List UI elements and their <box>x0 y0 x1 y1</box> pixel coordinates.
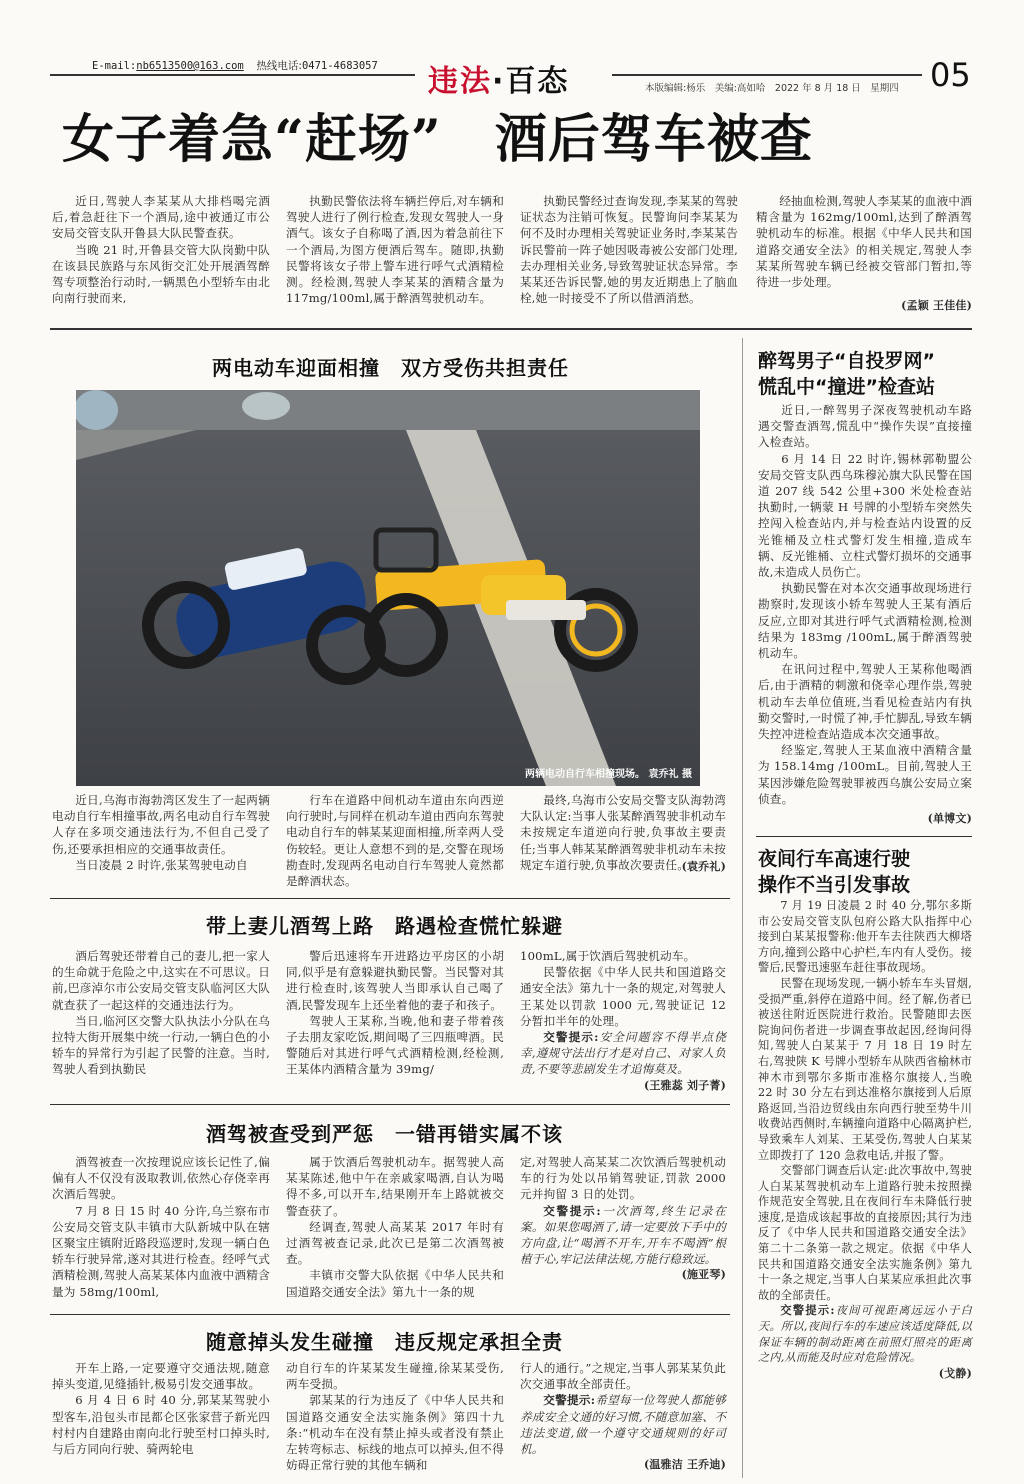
paragraph: 近日,乌海市海勃湾区发生了一起两辆电动自行车相撞事故,两名电动自行车驾驶人存在多项交通违法行为,不但自己受了伤,还要承担相应的交通事故责任。 <box>52 793 270 856</box>
lead-col-2 <box>286 193 504 306</box>
story2-col-1 <box>52 792 270 873</box>
paragraph: 最终,乌海市公安局交警支队海勃湾大队认定:当事人张某醉酒驾驶非机动车未按规定车道逆向行驶,负事故主要责任;当事人韩某某醉酒驾驶非机动车未按规定车道行驶,负事故次要责任。 <box>520 793 726 872</box>
byline: (戈静) <box>938 1366 972 1380</box>
byline: (袁乔礼) <box>681 860 726 874</box>
story2-col-3 <box>520 792 726 875</box>
story2-headline: 两电动车迎面相撞 双方受伤共担责任 <box>212 356 569 380</box>
story3-bottom-rule <box>50 1104 730 1105</box>
side1-headline <box>758 348 974 400</box>
tip-label: 交警提示: <box>543 1393 596 1408</box>
tip-text: 夜间可视距离远远小于白天。所以,夜间行车的车速应该适度降低,以保证车辆的制动距离在前照灯照亮的距离之内,从而能及时应对危险情况。 <box>758 1304 973 1365</box>
paragraph: 行人的通行。”之规定,当事人郭某某负此次交通事故全部责任。 <box>520 1361 726 1392</box>
photo-caption: 两辆电动自行车相撞现场。 袁乔礼 摄 <box>525 769 692 780</box>
lead-bottom-rule <box>50 328 972 330</box>
byline: (温雅洁 王乔迪) <box>643 1458 726 1472</box>
story3-col-1 <box>52 948 270 1078</box>
paragraph: 6 月 4 日 6 时 40 分,郭某某驾驶小型客车,沿包头市昆都仑区张家营子新光四村村内自建路由南向北行驶至村口掉头时,与后方同向行驶、骑两轮电 <box>52 1393 270 1457</box>
paragraph: 近日,一醉驾男子深夜驾驶机动车路遇交警查酒驾,慌乱中“操作失误”直接撞入检查站。 <box>758 403 972 450</box>
paragraph: 属于饮酒后驾驶机动车。据驾驶人高某某陈述,他中午在亲戚家喝酒,自认为喝得不多,可以开车,结果刚开车上路就被交警查获了。 <box>286 1155 504 1218</box>
editor-credits: 本版编辑:杨乐 美编:高如哈 2022 年 8 月 18 日 星期四 <box>645 83 899 94</box>
lead-col-3 <box>520 193 738 306</box>
sidebar-divider <box>742 338 743 1478</box>
email-link[interactable]: nb6513500@163.com <box>136 60 244 72</box>
paragraph: 执勤民警经过查询发现,李某某的驾驶证状态为注销可恢复。民警询问李某某为何不及时办理相关驾驶证业务时,李某某告诉民警前一阵子她因吸毒被公安部门处理,去办理相关业务,导致驾驶证状态异常。李某某还告诉民警,她的男友近期患上了脑血栓,她一时接受不了所以借酒消愁。 <box>520 194 738 306</box>
crash-photo <box>76 390 700 786</box>
traffic-tip <box>520 1029 726 1078</box>
paragraph: 6 月 14 日 22 时许,锡林郭勒盟公安局交管支队西乌珠穆沁旗大队民警在国道 207 线 542 公里+300 米处检查站执勤时,一辆蒙 H 号牌的小型轿车突然失控闯入检查站内,并与检查站内设置的反光锥桶及立柱式警灯发生相撞,造成车辆、反光锥桶、立柱式警灯损坏的交通事故,未造成人员伤亡。 <box>758 451 972 580</box>
story4-col-2 <box>286 1154 504 1300</box>
paragraph: 经抽血检测,驾驶人李某某的血液中酒精含量为 162mg/100ml,达到了醉酒驾驶机动车的标准。根据《中华人民共和国道路交通安全法》的相关规定,驾驶人李某某所驾驶车辆已经被交管部门暂扣,等待进一步处理。 <box>756 194 972 290</box>
hotline-number: 0471-4683057 <box>301 60 378 72</box>
story4-headline: 酒驾被查受到严惩 一错再错实属不该 <box>206 1122 563 1146</box>
tip-text: 安全问题容不得半点侥幸,遵规守法出行才是对自己、对家人负责,不要等悲剧发生才追悔莫及。 <box>520 1030 726 1077</box>
story3-headline: 带上妻儿酒驾上路 路遇检查慌忙躲避 <box>206 914 563 938</box>
page-number: 05 <box>930 56 971 94</box>
story2-col-2 <box>286 792 504 889</box>
paragraph: 执勤民警依法将车辆拦停后,对车辆和驾驶人进行了例行检查,发现女驾驶人一身酒气。该女子自称喝了酒,因为着急前往下一个酒局,为图方便酒后驾车。随即,执勤民警将该女子带上警车进行呼气式酒精检测。经检测,驾驶人李某某的酒精含量为 117mg/100ml,属于醉酒驾驶机动车。 <box>286 194 504 306</box>
email-label: E-mail: <box>92 60 137 72</box>
lead-col-4 <box>756 193 972 314</box>
story5-headline: 随意掉头发生碰撞 违反规定承担全责 <box>206 1330 563 1354</box>
side1-headline-line1: 醉驾男子“自投罗网” <box>758 350 935 372</box>
byline: (单博文) <box>927 812 972 826</box>
paragraph: 当日凌晨 2 时许,张某驾驶电动自 <box>75 857 248 872</box>
tip-label: 交警提示: <box>543 1203 601 1218</box>
paragraph: 警后迅速将车开进路边平房区的小胡同,似乎是有意躲避执勤民警。当民警对其进行检查时,该驾驶人当即承认自己喝了酒,民警发现车上还坐着他的妻子和孩子。 <box>286 949 504 1012</box>
byline: (施亚琴) <box>681 1268 726 1282</box>
hotline-label: 热线电话: <box>256 60 302 72</box>
paragraph: 在讯问过程中,驾驶人王某称他喝酒后,由于酒精的刺激和侥幸心理作祟,驾驶机动车去单位值班,当看见检查站内有执勤交警时,一时慌了神,手忙脚乱,导致车辆失控冲进检查站造成本次交通事故。 <box>758 662 972 742</box>
traffic-tip <box>758 1303 972 1365</box>
paragraph: 定,对驾驶人高某某二次饮酒后驾驶机动车的行为处以吊销驾驶证,罚款 2000 元并拘留 3 日的处罚。 <box>520 1155 726 1202</box>
section-title-dot: · <box>492 64 506 99</box>
story5-col-3 <box>520 1360 726 1473</box>
side2-body <box>758 898 972 1381</box>
paragraph: 经调查,驾驶人高某某 2017 年时有过酒驾被查记录,此次已是第二次酒驾被查。 <box>286 1219 504 1267</box>
section-title-b: 百态 <box>505 64 570 99</box>
section-title-a: 违法 <box>428 64 492 99</box>
paragraph: 郭某某的行为违反了《中华人民共和国道路交通安全法实施条例》第四十九条:“机动车在没有禁止掉头或者没有禁止左转弯标志、标线的地点可以掉头,但不得妨碍正常行驶的其他车辆和 <box>286 1393 504 1473</box>
contact-line <box>92 58 378 73</box>
story2-bottom-rule <box>50 898 730 899</box>
lead-col-1 <box>52 193 270 306</box>
paragraph: 交警部门调查后认定:此次事故中,驾驶人白某某驾驶机动车上道路行驶未按照操作规范安全驾驶,且在夜间行车未降低行驶速度,是造成该起事故的直接原因;其行为违反了《中华人民共和国道路交通安全法》第二十二条第一款之规定。依据《中华人民共和国道路交通安全法实施条例》第九十一条之规定,当事人白某某应承担此次事故的全部责任。 <box>758 1164 972 1302</box>
tip-label: 交警提示: <box>543 1030 599 1045</box>
paragraph: 100mL,属于饮酒后驾驶机动车。 <box>520 949 696 963</box>
story4-col-1 <box>52 1154 270 1300</box>
paragraph: 民警在现场发现,一辆小轿车车头冒烟,受损严重,斜停在道路中间。经了解,伤者已被送往附近医院进行救治。民警随即去医院询问伤者进一步调查事故起因,经询问得知,驾驶人白某某于 7 月 18 日 19 时左右,驾驶陕 K 号牌小型轿车从陕西省榆林市神木市到鄂尔多斯市准格尔旗接人,当晚 22 时 30 分左右到达准格尔旗接到人后原路返回,当沿边贸线由东向西行驶至势牛川收费站西侧时,车辆撞向道路中心隔离护栏,导致乘车人刘某、王某受伤,驾驶人白某某立即拨打了 120 急救电话,并报了警。 <box>758 976 972 1162</box>
story3-col-2 <box>286 948 504 1078</box>
masthead <box>0 0 1024 100</box>
side2-headline-line1: 夜间行车高速行驶 <box>758 848 911 870</box>
tip-text: 希望每一位驾驶人都能够养成安全文通的好习惯,不随意加塞、不违法变道,做一个遵守交通规则的好司机。 <box>520 1393 727 1457</box>
paragraph: 近日,驾驶人李某某从大排档喝完酒后,着急赶往下一个酒局,途中被通辽市公安局交管支队开鲁县大队民警查获。 <box>52 194 270 241</box>
paragraph: 驾驶人王某称,当晚,他和妻子带着孩子去朋友家吃饭,期间喝了三四瓶啤酒。民警随后对其进行呼气式酒精检测,经检测,王某体内酒精含量为 39mg/ <box>286 1013 504 1077</box>
tip-text: 一次酒驾,终生记录在案。如果您喝酒了,请一定要放下手中的方向盘,让“喝酒不开车,开车不喝酒”根植于心,牢记法律法规,方能行稳致远。 <box>520 1203 727 1267</box>
paragraph: 行车在道路中间机动车道由东向西逆向行驶时,与同样在机动车道由西向东驾驶电动自行车的韩某某迎面相撞,所幸两人受伤较轻。更让人意想不到的是,交警在现场勘查时,发现两名电动自行车驾驶人竟然都是醉酒状态。 <box>286 793 504 889</box>
side1-bottom-rule <box>756 836 972 837</box>
paragraph: 经鉴定,驾驶人王某血液中酒精含量为 158.14mg /100mL。目前,驾驶人王某因涉嫌危险驾驶罪被西乌旗公安局立案侦查。 <box>758 743 972 806</box>
story5-col-1 <box>52 1360 270 1457</box>
lead-headline: 女子着急“赶场” 酒后驾车被查 <box>62 109 813 170</box>
side1-body <box>758 402 972 827</box>
paragraph: 酒驾被查一次按理说应该长记性了,偏偏有人不仅没有汲取教训,依然心存侥幸再次酒后驾驶。 <box>52 1155 270 1202</box>
story4-bottom-rule <box>50 1314 730 1315</box>
section-title <box>428 56 569 100</box>
story5-col-2 <box>286 1360 504 1473</box>
paragraph: 酒后驾驶还带着自己的妻儿,把一家人的生命就于危险之中,这实在不可思议。日前,巴彦淖尔市公安局交管支队临河区大队就查获了一起这样的交通违法行为。 <box>52 949 270 1012</box>
paragraph: 当日,临河区交警大队执法小分队在乌拉特大街开展集中统一行动,一辆白色的小轿车的异常行为引起了民警的注意。当时,驾驶人看到执勤民 <box>52 1013 270 1077</box>
tip-label: 交警提示: <box>780 1303 835 1318</box>
traffic-tip <box>520 1203 726 1268</box>
story3-col-3 <box>520 948 726 1094</box>
paragraph: 民警依据《中华人民共和国道路交通安全法》第九十一条的规定,对驾驶人王某处以罚款 1000 元,驾驶证记 12 分暂扣半年的处理。 <box>520 965 726 1028</box>
traffic-tip <box>520 1392 726 1457</box>
side1-headline-line2: 慌乱中“撞进”检查站 <box>758 376 935 398</box>
story4-col-3 <box>520 1154 726 1284</box>
paragraph: 丰镇市交警大队依据《中华人民共和国道路交通安全法》第九十一条的规 <box>286 1268 504 1299</box>
scooter-crash-image <box>76 390 700 786</box>
paragraph: 开车上路,一定要遵守交通法规,随意掉头变道,见缝插针,极易引发交通事故。 <box>52 1361 270 1392</box>
header-rule-right <box>612 74 922 76</box>
side2-headline-line2: 操作不当引发事故 <box>758 874 911 896</box>
paragraph: 执勤民警在对本次交通事故现场进行勘察时,发现该小轿车驾驶人王某有酒后反应,立即对其进行呼气式酒精检测,检测结果为 183mg /100mL,属于醉酒驾驶机动车。 <box>758 581 972 661</box>
paragraph: 动自行车的许某某发生碰撞,徐某某受伤,两车受损。 <box>286 1361 504 1392</box>
paragraph: 7 月 19 日凌晨 2 时 40 分,鄂尔多斯市公安局交管支队包府公路大队指挥中心接到白某某报警称:他开车去往陕西大柳塔方向,撞到公路中心护栏,车内有人受伤。接警后,民警迅速驱车赶往事故现场。 <box>758 899 972 975</box>
byline: (王雅蕊 刘子菁) <box>643 1078 726 1092</box>
paragraph: 当晚 21 时,开鲁县交管大队岗勤中队在该县民族路与东风街交汇处开展酒驾醉驾专项整治行动时,一辆黑色小型轿车由北向南行驶而来, <box>52 242 270 306</box>
header-rule-left <box>50 74 415 76</box>
paragraph: 7 月 8 日 15 时 40 分许,乌兰察布市公安局交管支队丰镇市大队新城中队在辖区聚宝庄镇附近路段巡逻时,发现一辆白色轿车行驶异常,遂对其进行检查。经呼气式酒精检测,驾驶人高某某体内血液中酒精含量为 58mg/100ml, <box>52 1203 270 1299</box>
side2-headline <box>758 846 974 898</box>
byline: (孟颖 王佳佳) <box>901 299 972 313</box>
